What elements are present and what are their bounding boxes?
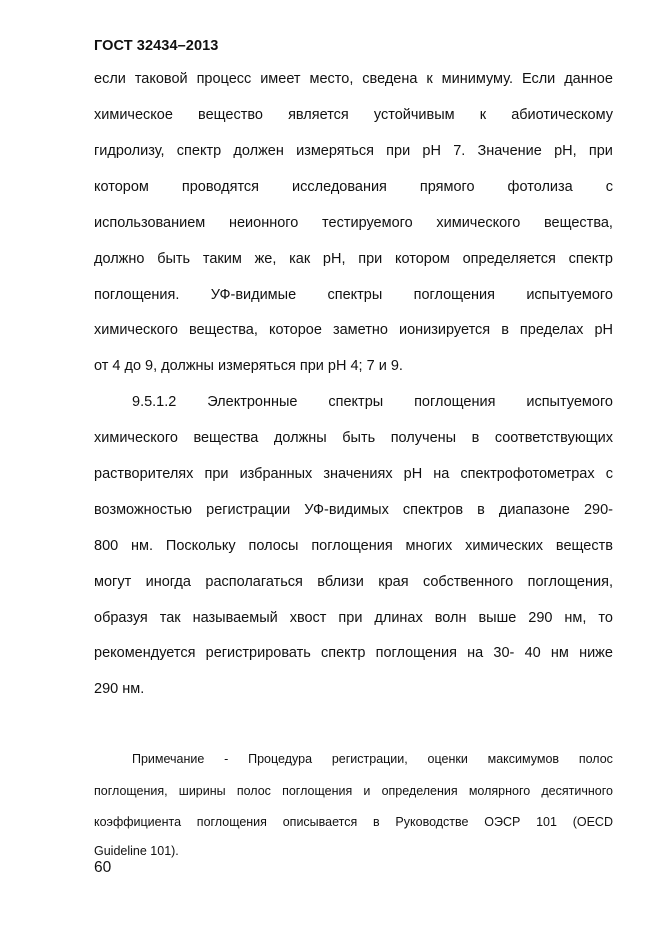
word: является [288,107,349,123]
body-line [94,69,613,89]
word: оценки [427,752,468,766]
word: поглощения [375,645,457,661]
word: должно [94,251,145,267]
word: фотолиза [507,179,573,195]
word: pH, [554,143,577,159]
word: 7. [453,143,466,159]
word: описывается [282,815,358,829]
body-line [94,500,613,520]
word: полос [236,784,271,798]
word: определения [381,784,458,798]
body-line [94,428,613,448]
body-line [94,320,613,340]
word: ОЭСР [484,815,521,829]
standard-header: ГОСТ 32434–2013 [94,38,219,54]
word: химическое [94,107,173,123]
word: 101 [536,815,557,829]
word: при [204,466,229,482]
word: химического [436,215,521,231]
word: растворителях [94,466,194,482]
word: как [289,251,311,267]
word: на [467,645,484,661]
body-line [94,177,613,197]
word: образуя [94,610,148,626]
word: pH, [322,251,346,267]
word: измеряться [296,143,374,159]
body-line [94,608,613,628]
word: проводятся [181,179,260,195]
word: полосы [248,538,299,554]
word: заметно [332,322,388,338]
word: Значение [477,143,542,159]
word: Процедура [248,752,313,766]
word: нм. [131,538,154,554]
word: вблизи [317,574,364,590]
word: Примечание [132,752,205,766]
word: в [477,502,485,518]
word: длинах [374,610,423,626]
word: максимумов [487,752,560,766]
word: неионного [228,215,299,231]
body-line [94,105,613,125]
word: Если [521,71,556,87]
word: и [363,784,371,798]
word: котором [94,179,149,195]
word: быть [157,251,191,267]
word: вещество [198,107,263,123]
word: Электронные [207,394,298,410]
word: ширины [178,784,226,798]
word: 40 [524,645,541,661]
word: 290 [528,610,553,626]
word: испытуемого [526,287,613,303]
word: тестируемого [322,215,413,231]
word: спектры [328,394,384,410]
word: химических [465,538,544,554]
word: коэффициента [94,815,182,829]
word: поглощения [414,394,496,410]
word: нм [550,645,569,661]
word: 800 [94,538,119,554]
word: при [358,251,383,267]
body-line [94,213,613,233]
page-number: 60 [94,859,112,876]
word: спектр [568,251,613,267]
word: вещества, [188,322,258,338]
clause-9-5-1-2-line [132,392,613,412]
word: спектр [176,143,222,159]
word: УФ-видимые [210,287,297,303]
word: выше [478,610,517,626]
word: при [588,143,613,159]
word: многих [405,538,453,554]
word: поглощения, [527,574,613,590]
word: волн [434,610,467,626]
word: называемый [192,610,278,626]
note-line [94,782,613,800]
word: которое [268,322,322,338]
word: pH [422,143,441,159]
word: избранных [239,466,313,482]
word: на [433,466,450,482]
word: располагаться [205,574,303,590]
word: так [159,610,181,626]
body-line [94,643,613,663]
word: спектры [327,287,383,303]
word: (OECD [572,815,613,829]
word: котором [394,251,450,267]
word: вещества [193,430,259,446]
word: таким [202,251,242,267]
word: веществ [555,538,613,554]
word: нм, [564,610,587,626]
word: pH [594,322,613,338]
body-line [94,464,613,484]
word: поглощения [311,538,393,554]
word: прямого [419,179,475,195]
word: поглощения [282,784,353,798]
body-line: от 4 до 9, должны измеряться при pH 4; 7 и 9. [94,358,403,374]
word: значениях [323,466,393,482]
word: пределах [519,322,584,338]
word: быть [342,430,376,446]
word: УФ-видимых [304,502,389,518]
word: в [501,322,509,338]
word: 9.5.1.2 [132,394,177,410]
word: рекомендуется [94,645,196,661]
word: с [605,179,613,195]
word: Руководстве [395,815,469,829]
word: ионизируется [398,322,491,338]
word: регистрации [206,502,291,518]
word: регистрации, [331,752,408,766]
word: возможностью [94,502,193,518]
word: регистрировать [205,645,311,661]
word: данное [564,71,613,87]
body-line [94,572,613,592]
word: абиотическому [511,107,613,123]
body-line [94,141,613,161]
word: таковой [134,71,188,87]
word: молярного [468,784,531,798]
word: поглощения, [94,784,168,798]
word: устойчивым [373,107,455,123]
body-line [94,285,613,305]
word: поглощения [413,287,495,303]
word: если [94,71,126,87]
word: могут [94,574,132,590]
word: Поскольку [165,538,236,554]
word: полос [578,752,613,766]
word: при [338,610,363,626]
word: 30- [493,645,515,661]
word: должны [273,430,327,446]
word: ниже [579,645,613,661]
note-line [94,813,613,831]
word: химического [94,322,178,338]
word: процесс [196,71,252,87]
word: соответствующих [494,430,613,446]
word: края [378,574,409,590]
word: вещества, [544,215,613,231]
word: при [386,143,411,159]
body-line [94,249,613,269]
word: место, [309,71,354,87]
note-line [132,750,613,768]
word: собственного [422,574,514,590]
word: испытуемого [526,394,613,410]
word: - [224,752,229,766]
word: имеет [260,71,301,87]
word: гидролизу, [94,143,165,159]
word: в [471,430,480,446]
word: десятичного [541,784,613,798]
word: получены [390,430,457,446]
word: использованием [94,215,206,231]
word: сведена [362,71,418,87]
word: спектров [402,502,464,518]
word: 290- [583,502,613,518]
word: к [479,107,487,123]
word: иногда [145,574,191,590]
word: химического [94,430,178,446]
word: определяется [462,251,556,267]
word: к [426,71,433,87]
word: pH [403,466,423,482]
body-line [94,536,613,556]
word: минимуму. [441,71,514,87]
word: поглощения. [94,287,180,303]
word: хвост [289,610,327,626]
word: диапазоне [498,502,570,518]
word: поглощения [196,815,267,829]
body-line: 290 нм. [94,681,145,697]
word: исследования [292,179,387,195]
word: спектрофотометрах [460,466,595,482]
word: то [598,610,613,626]
word: должен [233,143,284,159]
word: в [373,815,380,829]
note-line: Guideline 101). [94,844,179,858]
word: с [605,466,613,482]
word: спектр [321,645,366,661]
word: же, [254,251,277,267]
